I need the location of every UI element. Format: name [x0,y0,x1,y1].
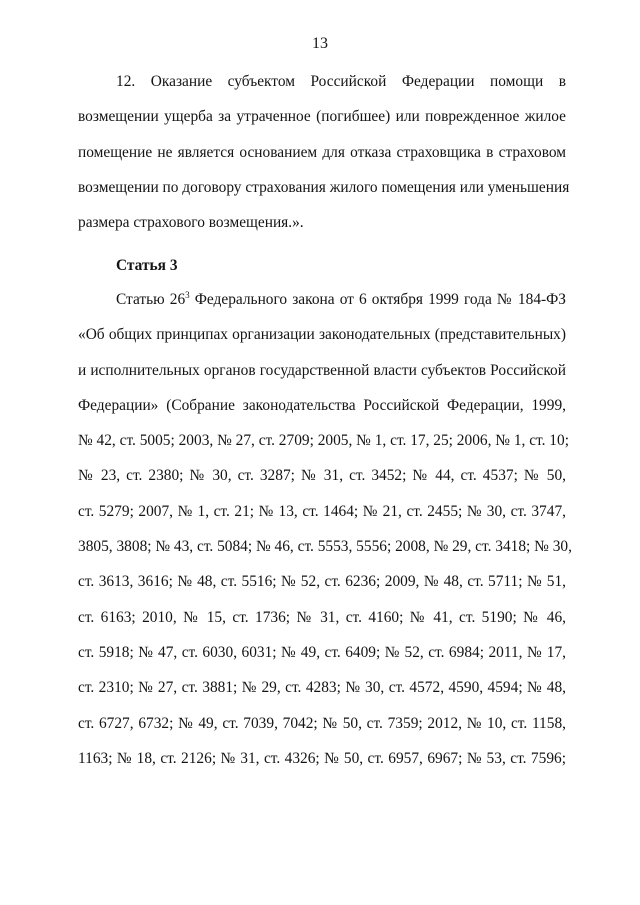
text-line: возмещении ущерба за утраченное (погибшее) или поврежденное жилое [78,108,566,126]
text-line: размера страхового возмещения.». [78,214,304,232]
article-3-paragraph [78,282,572,776]
text-line: № 23, ст. 2380; № 30, ст. 3287; № 31, ст. 3452; № 44, ст. 4537; № 50, [78,467,566,485]
text-fragment: Федерального закона от 6 октября 1999 года № 184-ФЗ [189,291,567,308]
text-line: возмещении по договору страхования жилого помещения или уменьшения [78,178,570,196]
page-number: 13 [312,35,328,52]
text-line: ст. 5279; 2007, № 1, ст. 21; № 13, ст. 1464; № 21, ст. 2455; № 30, ст. 3747, [78,502,566,520]
text-line: ст. 5918; № 47, ст. 6030, 6031; № 49, ст. 6409; № 52, ст. 6984; 2011, № 17, [78,643,566,661]
text-line: ст. 6727, 6732; № 49, ст. 7039, 7042; № 50, ст. 7359; 2012, № 10, ст. 1158, [78,714,566,732]
text-line: 1163; № 18, ст. 2126; № 31, ст. 4326; № 50, ст. 6957, 6967; № 53, ст. 7596; [78,749,566,767]
text-line-first [78,282,566,317]
text-line: ст. 2310; № 27, ст. 3881; № 29, ст. 4283; № 30, ст. 4572, 4590, 4594; № 48, [78,679,566,697]
text-line: ст. 3613, 3616; № 48, ст. 5516; № 52, ст. 6236; 2009, № 48, ст. 5711; № 51, [78,573,566,591]
text-fragment: Статью 26 [116,291,186,308]
text-line: помещение не является основанием для отказа страховщика в страховом [78,143,566,161]
article-heading: Статья 3 [116,257,178,274]
text-line: и исполнительных органов государственной власти субъектов Российской [78,361,566,379]
text-line: ст. 6163; 2010, № 15, ст. 1736; № 31, ст. 4160; № 41, ст. 5190; № 46, [78,608,566,626]
superscript-index: 3 [185,290,190,300]
text-line: 3805, 3808; № 43, ст. 5084; № 46, ст. 5553, 5556; 2008, № 29, ст. 3418; № 30, [78,538,572,556]
text-line: Федерации» (Собрание законодательства Российской Федерации, 1999, [78,396,566,414]
paragraph-item-12 [78,64,570,240]
text-line: № 42, ст. 5005; 2003, № 27, ст. 2709; 2005, № 1, ст. 17, 25; 2006, № 1, ст. 10; [78,432,569,450]
text-line: «Об общих принципах организации законодательных (представительных) [78,326,566,344]
text-line: 12. Оказание субъектом Российской Федерации помощи в [116,73,566,90]
